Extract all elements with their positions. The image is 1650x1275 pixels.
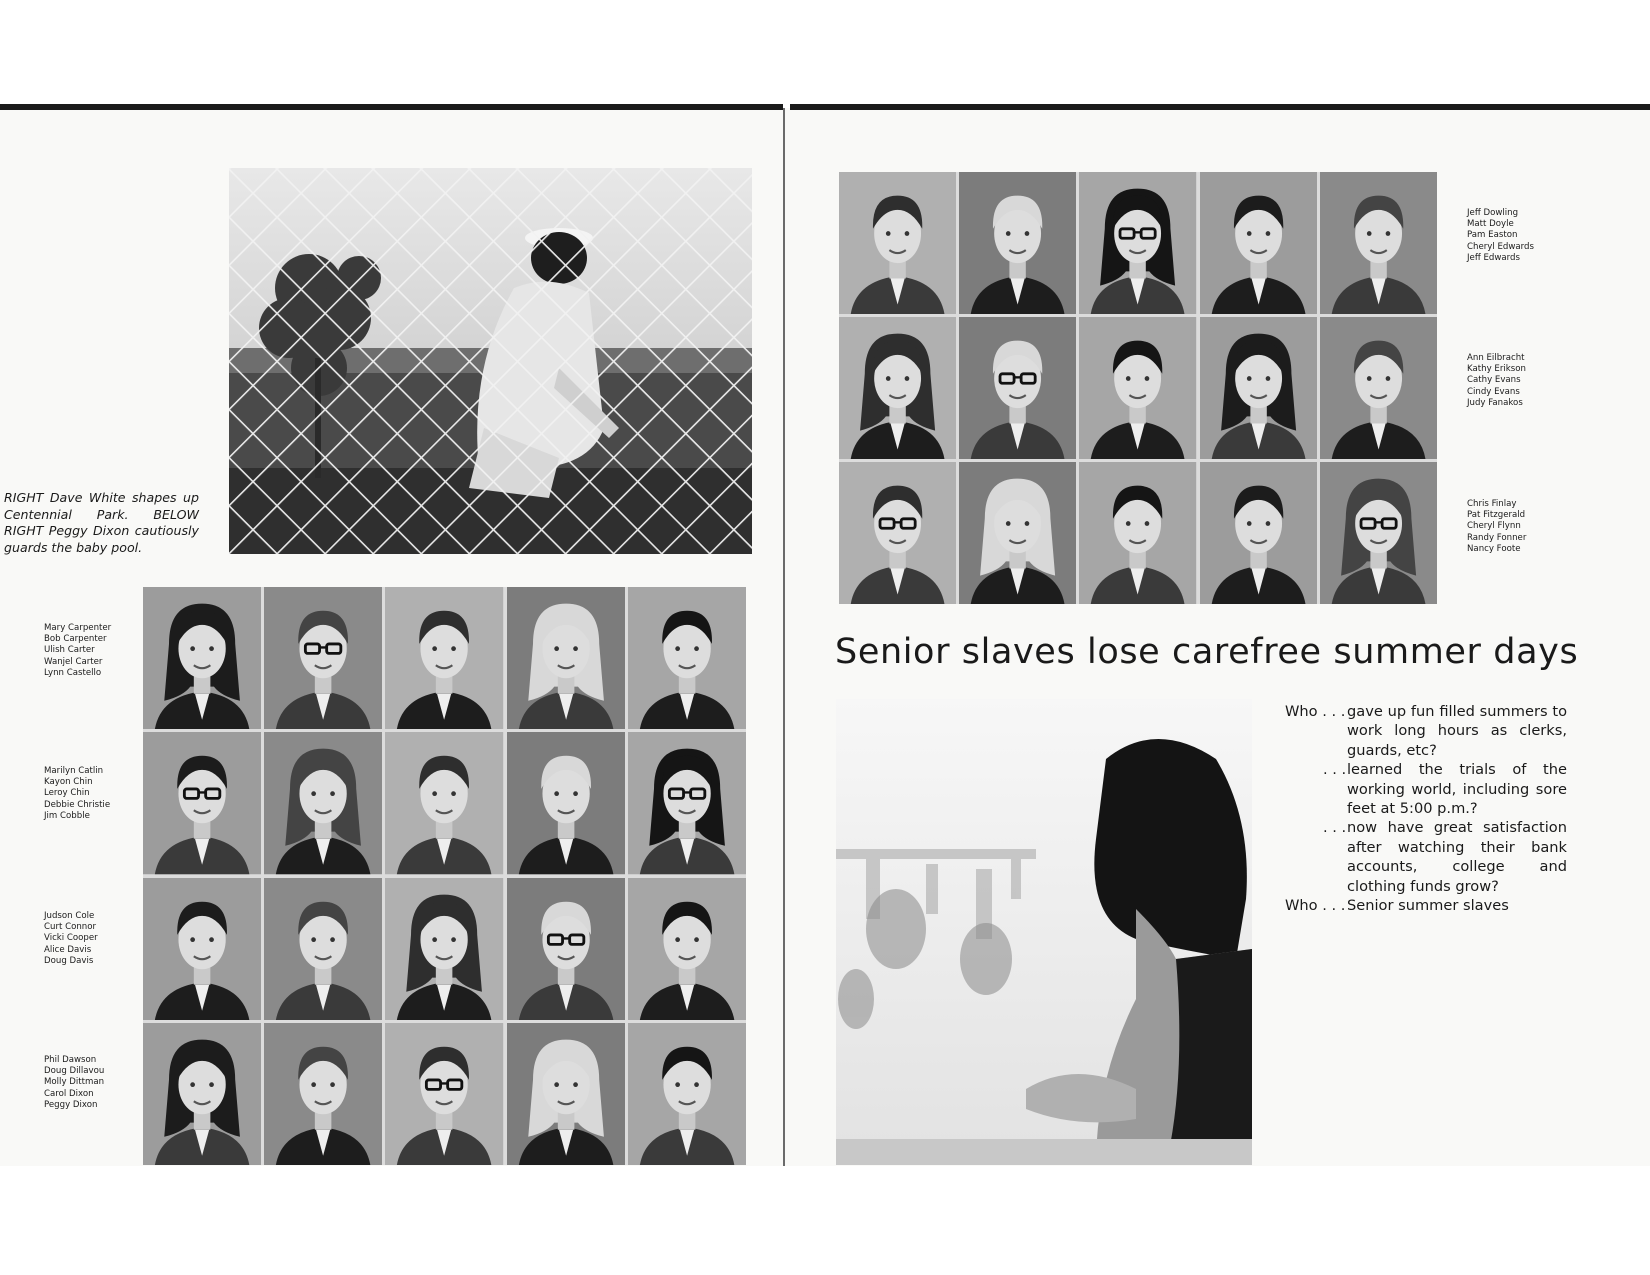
student-name: Cathy Evans bbox=[1467, 375, 1521, 386]
right-portrait-grid bbox=[839, 172, 1437, 604]
body-line-2 bbox=[1285, 760, 1567, 818]
portrait-photo bbox=[628, 878, 746, 1020]
portrait-photo bbox=[143, 1023, 261, 1165]
portrait-photo bbox=[264, 1023, 382, 1165]
fence-photo bbox=[229, 168, 752, 554]
portrait-photo bbox=[385, 878, 503, 1020]
student-name: Doug Davis bbox=[44, 955, 94, 966]
body-line-1 bbox=[1285, 702, 1567, 760]
student-name: Matt Doyle bbox=[1467, 219, 1514, 230]
portrait-photo bbox=[507, 732, 625, 874]
portrait-photo bbox=[1200, 462, 1317, 604]
body-text-2: learned the trials of the working world, including sore feet at 5:00 p.m.? bbox=[1347, 761, 1567, 818]
student-name: Phil Dawson bbox=[44, 1055, 97, 1065]
who-label bbox=[1285, 896, 1345, 915]
student-name: Judy Fanakos bbox=[1467, 397, 1523, 408]
student-name: Jeff Dowling bbox=[1467, 208, 1519, 218]
portrait-photo bbox=[385, 1023, 503, 1165]
student-name: Kathy Erikson bbox=[1467, 364, 1526, 375]
portrait-photo bbox=[507, 878, 625, 1020]
student-name: Pat Fitzgerald bbox=[1467, 510, 1526, 521]
student-name: Carol Dixon bbox=[44, 1088, 94, 1099]
ellipsis: . . . bbox=[1323, 819, 1347, 837]
portrait-photo bbox=[507, 1023, 625, 1165]
portrait-photo bbox=[1079, 462, 1196, 604]
ellipsis: . . . bbox=[1322, 703, 1346, 720]
student-name: Cindy Evans bbox=[1467, 386, 1520, 397]
left-name-list-1 bbox=[44, 623, 111, 679]
right-name-list-2 bbox=[1467, 353, 1526, 409]
portrait-photo bbox=[1079, 172, 1196, 314]
ellipsis: . . . bbox=[1322, 897, 1346, 915]
portrait-photo bbox=[628, 1023, 746, 1165]
student-name: Ann Eilbracht bbox=[1467, 353, 1525, 363]
student-name: Judson Cole bbox=[44, 911, 95, 921]
student-name: Nancy Foote bbox=[1467, 543, 1521, 554]
page-gutter bbox=[783, 108, 785, 1166]
body-text-1: gave up fun filled summers to work long hours as clerks, guards, etc? bbox=[1347, 703, 1567, 759]
left-name-list-4 bbox=[44, 1055, 104, 1111]
student-name: Cheryl Flynn bbox=[1467, 521, 1521, 532]
portrait-photo bbox=[143, 878, 261, 1020]
portrait-photo bbox=[959, 462, 1076, 604]
portrait-photo bbox=[264, 587, 382, 729]
left-name-list-2 bbox=[44, 766, 110, 822]
who-word: Who bbox=[1285, 703, 1318, 720]
student-name: Kayon Chin bbox=[44, 777, 93, 788]
body-line-4 bbox=[1285, 896, 1567, 915]
student-name: Chris Finlay bbox=[1467, 499, 1517, 509]
portrait-photo bbox=[264, 732, 382, 874]
pool-photo bbox=[836, 699, 1252, 1165]
pool-photo-image bbox=[836, 699, 1252, 1165]
portrait-photo bbox=[1200, 172, 1317, 314]
student-name: Bob Carpenter bbox=[44, 634, 107, 645]
student-name: Vicki Cooper bbox=[44, 933, 98, 944]
student-name: Doug Dillavou bbox=[44, 1066, 105, 1077]
portrait-photo bbox=[385, 587, 503, 729]
student-name: Jeff Edwards bbox=[1467, 252, 1520, 263]
student-name: Ulish Carter bbox=[44, 645, 95, 656]
portrait-photo bbox=[507, 587, 625, 729]
body-text-3: now have great satisfaction after watching their bank accounts, college and clothing funds grow? bbox=[1347, 819, 1567, 895]
portrait-photo bbox=[1320, 462, 1437, 604]
student-name: Wanjel Carter bbox=[44, 656, 103, 667]
portrait-photo bbox=[1079, 317, 1196, 459]
portrait-photo bbox=[1320, 172, 1437, 314]
student-name: Debbie Christie bbox=[44, 799, 111, 810]
portrait-photo bbox=[385, 732, 503, 874]
ellipsis: . . . bbox=[1323, 761, 1347, 779]
left-name-list-3 bbox=[44, 911, 98, 967]
body-copy bbox=[1285, 702, 1567, 915]
student-name: Jim Cobble bbox=[44, 810, 90, 821]
student-name: Curt Connor bbox=[44, 922, 97, 933]
who-word: Who bbox=[1285, 897, 1318, 915]
right-name-list-1 bbox=[1467, 208, 1534, 264]
student-name: Lynn Castello bbox=[44, 667, 102, 678]
left-portrait-grid bbox=[143, 587, 746, 1165]
photo-caption: RIGHT Dave White shapes up Centennial Park. BELOW RIGHT Peggy Dixon cautiously guards the baby pool. bbox=[4, 490, 199, 555]
student-name: Molly Dittman bbox=[44, 1077, 105, 1088]
right-name-list-3 bbox=[1467, 499, 1526, 555]
portrait-photo bbox=[839, 172, 956, 314]
student-name: Alice Davis bbox=[44, 944, 92, 955]
who-label bbox=[1285, 702, 1345, 721]
right-page-edge bbox=[790, 104, 1650, 110]
portrait-photo bbox=[628, 587, 746, 729]
page-headline: Senior slaves lose carefree summer days bbox=[835, 632, 1579, 672]
portrait-photo bbox=[839, 317, 956, 459]
portrait-photo bbox=[628, 732, 746, 874]
portrait-photo bbox=[143, 587, 261, 729]
left-page-edge bbox=[0, 104, 783, 110]
portrait-photo bbox=[264, 878, 382, 1020]
student-name: Mary Carpenter bbox=[44, 623, 112, 633]
body-text-4: Senior summer slaves bbox=[1347, 897, 1509, 915]
portrait-photo bbox=[1320, 317, 1437, 459]
fence-photo-image bbox=[229, 168, 752, 554]
portrait-photo bbox=[959, 172, 1076, 314]
student-name: Leroy Chin bbox=[44, 788, 90, 799]
body-line-3 bbox=[1285, 818, 1567, 896]
student-name: Cheryl Edwards bbox=[1467, 241, 1534, 252]
portrait-photo bbox=[143, 732, 261, 874]
student-name: Peggy Dixon bbox=[44, 1099, 98, 1110]
student-name: Randy Fonner bbox=[1467, 532, 1527, 543]
portrait-photo bbox=[959, 317, 1076, 459]
student-name: Pam Easton bbox=[1467, 230, 1518, 241]
portrait-photo bbox=[839, 462, 956, 604]
student-name: Marilyn Catlin bbox=[44, 766, 104, 776]
portrait-photo bbox=[1200, 317, 1317, 459]
